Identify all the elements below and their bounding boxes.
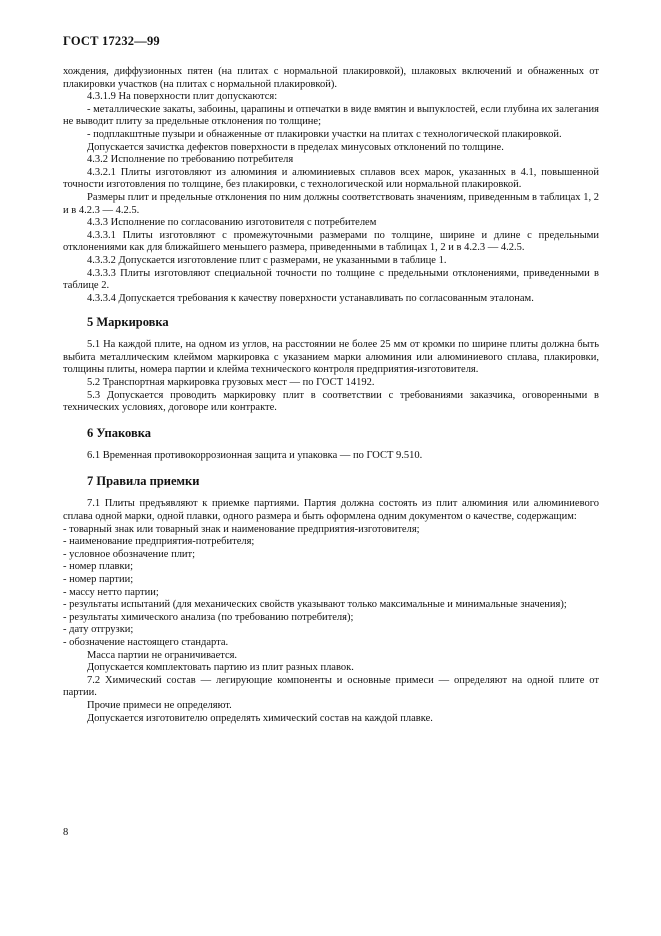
section-packaging-body [63,450,599,463]
document-body [63,66,599,725]
paragraph: Размеры плит и предельные отклонения по ним должны соответствовать значениям, приведенным в таблицах 1, 2 и в 4.2.3 — 4.2.5. [63,191,599,216]
paragraph: 4.3.3.2 Допускается изготовление плит с размерами, не указанными в таблице 1. [87,254,447,266]
paragraph: хождения, диффузионных пятен (на плитах с нормальной плакировкой), шлаковых включений и обнаженных от плакировки участков (на плитах с нормальной плакировкой). [63,66,599,90]
paragraph: Допускается комплектовать партию из плит разных плавок. [87,662,354,674]
paragraph: - дату отгрузки; [63,624,134,636]
paragraph: Допускается зачистка дефектов поверхности в пределах минусовых отклонений по толщине. [87,141,504,153]
paragraph: - обозначение настоящего стандарта. [63,636,229,648]
paragraph: - номер партии; [63,574,134,585]
paragraph: 5.3 Допускается проводить маркировку плит в соответствии с требованиями заказчика, оговоренными в технических условиях, договоре или контракте. [63,389,599,414]
paragraph: 5.1 На каждой плите, на одном из углов, на расстоянии не более 25 мм от кромки по ширине плиты должна быть выбита металлическим клеймом маркировка с указанием марки алюминия или алюминиевого сплава, плакировки, толщины плиты, номера партии и клейма технического контроля предприятия-изготовителя. [63,339,599,376]
paragraph: - массу нетто партии; [63,586,159,598]
paragraph: 7.1 Плиты предъявляют к приемке партиями. Партия должна состоять из плит алюминия или алюминиевого сплава одной марки, одной плавки, одного размера и быть оформлена одним документом о качестве, содержащим: [63,498,599,523]
paragraph: - наименование предприятия-потребителя; [63,536,255,548]
paragraph: 4.3.3.1 Плиты изготовляют с промежуточными размерами по толщине, ширине и длине с предельными отклонениями как для ближайшего меньшего размера, приведенными в таблицах 1, 2 и в 4.2.3 — 4.2.5. [63,229,599,254]
paragraph: 4.3.2.1 Плиты изготовляют из алюминия и алюминиевых сплавов всех марок, указанных в 4.1, повышенной точности изготовления по толщине, без плакировки, с технологической или нормальной плакировкой. [63,166,599,191]
paragraph: Прочие примеси не определяют. [87,699,232,711]
paragraph: - товарный знак или товарный знак и наименование предприятия-изготовителя; [63,523,420,535]
paragraph: 5.2 Транспортная маркировка грузовых мест — по ГОСТ 14192. [87,377,375,389]
paragraph: 4.3.2 Исполнение по требованию потребителя [87,154,294,166]
paragraph: - подплакштные пузыри и обнаженные от плакировки участки на плитах с технологической плакировкой. [87,128,562,140]
paragraph: 4.3.1.9 На поверхности плит допускаются: [87,91,278,103]
section-heading-acceptance-rules: 7 Правила приемки [87,474,200,489]
paragraph: - условное обозначение плит; [63,548,196,560]
paragraph: 4.3.3.4 Допускается требования к качеству поверхности устанавливать по согласованным эталонам. [87,292,534,304]
paragraph: - номер плавки; [63,561,134,573]
paragraph: - результаты химического анализа (по требованию потребителя); [63,611,354,623]
section-heading-packaging: 6 Упаковка [87,425,151,440]
section-heading-marking: 5 Маркировка [87,315,169,330]
paragraph: 4.3.3 Исполнение по согласованию изготовителя с потребителем [87,217,377,229]
paragraph: 6.1 Временная противокоррозионная защита и упаковка — по ГОСТ 9.510. [87,449,423,461]
page-header-standard: ГОСТ 17232—99 [63,34,160,48]
paragraph: - результаты испытаний (для механических свойств указывают только максимальные и минимальные значения); [63,599,567,611]
paragraph: 7.2 Химический состав — легирующие компоненты и основные примеси — определяют на одной плите от партии. [63,674,599,699]
paragraph: 4.3.3.3 Плиты изготовляют специальной точности по толщине с предельными отклонениями, приведенными в таблице 2. [63,267,599,292]
section-acceptance-body [63,498,599,725]
page-number: 8 [63,827,69,838]
paragraph: Масса партии не ограничивается. [87,649,238,661]
paragraph: - металлические закаты, забоины, царапины и отпечатки в виде вмятин и выпуклостей, если глубина их залегания не выводит плиту за предельные отклонения по толщине; [63,103,599,128]
clause-4-3-block [63,66,599,305]
section-marking-body [63,339,599,415]
paragraph: Допускается изготовителю определять химический состав на каждой плавке. [87,712,433,724]
